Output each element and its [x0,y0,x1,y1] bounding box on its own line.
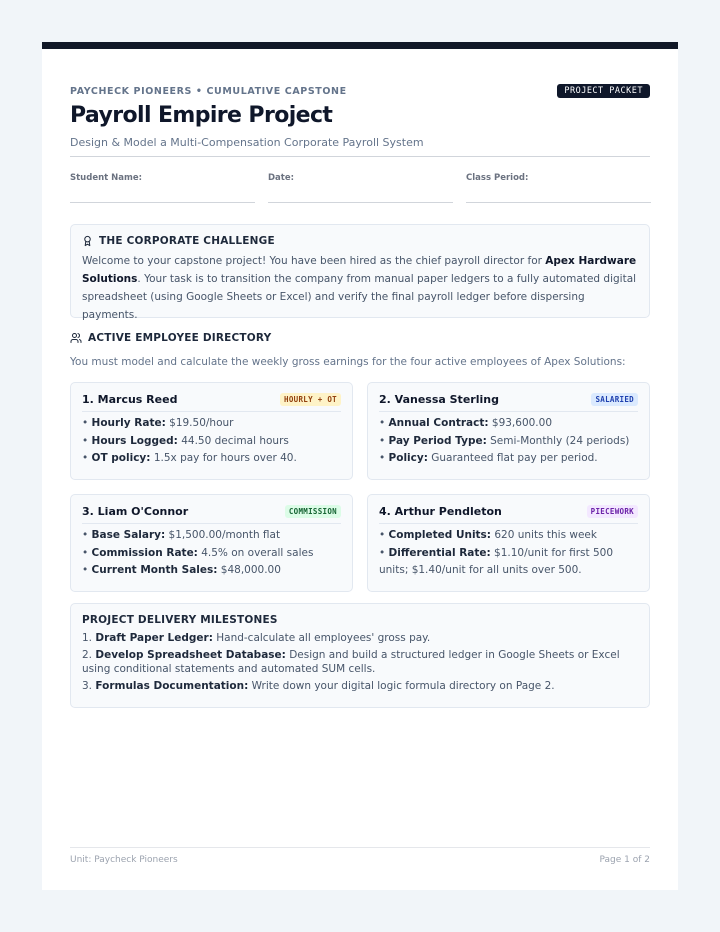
employee-detail: • Hourly Rate: $19.50/hour [82,417,234,429]
employee-detail: • Pay Period Type: Semi-Monthly (24 periods) [379,434,630,447]
detail-label: Current Month Sales: [91,564,218,576]
employee-detail: • Policy: Guaranteed flat pay per period. [379,452,598,464]
employee-detail: • Commission Rate: 4.5% on overall sales [82,546,314,559]
directory-title: ACTIVE EMPLOYEE DIRECTORY [88,332,272,344]
employee-card-arthur-pendleton [367,494,650,592]
employee-detail: • Hours Logged: 44.50 decimal hours [82,434,289,447]
detail-value: 620 units this week [491,529,597,541]
footer-divider [70,847,650,848]
pay-type-tag: HOURLY + OT [280,393,341,406]
detail-label: Base Salary: [91,529,166,541]
date-label: Date: [268,173,295,183]
detail-label: Pay Period Type: [388,434,487,447]
milestone-item [82,679,638,693]
project-packet-badge: PROJECT PACKET [557,84,650,98]
pay-type-tag: SALARIED [591,393,638,406]
challenge-title: THE CORPORATE CHALLENGE [99,235,275,247]
date-field[interactable] [268,173,453,203]
detail-value: $93,600.00 [488,417,553,429]
milestone-label: Develop Spreadsheet Database: [95,649,286,661]
employee-card-liam-oconnor [70,494,353,592]
detail-label: Differential Rate: [388,546,491,559]
company-name: Apex Hardware Solutions [82,255,637,285]
detail-label: Completed Units: [388,529,492,541]
page-subtitle: Design & Model a Multi-Compensation Corporate Payroll System [70,136,424,149]
users-icon [70,332,82,344]
milestone-number: 3. [82,680,96,692]
challenge-text-body: . Your task is to transition the company from manual paper ledgers to a fully automated digital spreadsheet (using Google Sheets or Excel) and verify the final payroll ledger before dispersing payments. [82,273,637,321]
employee-name: 1. Marcus Reed [82,393,178,406]
directory-description: You must model and calculate the weekly gross earnings for the four active employees of Apex Solutions: [70,356,626,368]
corporate-challenge-box [70,224,650,321]
pay-type-tag: PIECEWORK [587,505,638,518]
detail-label: Annual Contract: [388,417,489,429]
footer-unit: Unit: Paycheck Pioneers [70,855,178,865]
employee-card-vanessa-sterling [367,382,650,480]
challenge-text [82,252,638,324]
detail-value: Guaranteed flat pay per period. [427,452,598,464]
milestone-number: 1. [82,632,96,644]
detail-label: OT policy: [91,452,151,464]
directory-heading [70,332,271,344]
detail-label: Hours Logged: [91,434,178,447]
milestones-list [82,631,638,693]
milestones-title: PROJECT DELIVERY MILESTONES [82,614,278,626]
milestone-text: Design and build a structured ledger in Google Sheets or Excel using conditional statements and automated SUM cells. [82,649,620,675]
student-name-field[interactable] [70,173,255,203]
header-divider [70,156,650,157]
employee-card-marcus-reed [70,382,353,480]
milestone-text: Hand-calculate all employees' gross pay. [212,632,431,644]
footer-page-number: Page 1 of 2 [599,855,650,865]
detail-value: $1.10/unit for first 500 units; $1.40/unit for all units over 500. [379,546,614,576]
detail-value: $19.50/hour [165,417,234,429]
detail-value: 44.50 decimal hours [177,434,289,447]
class-period-label: Class Period: [466,173,529,183]
employee-name: 2. Vanessa Sterling [379,393,499,406]
detail-value: 1.5x pay for hours over 40. [150,452,297,464]
detail-value: Semi-Monthly (24 periods) [486,434,630,447]
pay-type-tag: COMMISSION [285,505,341,518]
milestone-text: Write down your digital logic formula directory on Page 2. [248,680,555,692]
challenge-heading [82,235,638,247]
milestone-label: Formulas Documentation: [95,680,249,692]
student-name-label: Student Name: [70,173,143,183]
detail-value: 4.5% on overall sales [197,546,314,559]
delivery-milestones-box [70,603,650,708]
document-page [42,42,678,890]
employee-detail: • Current Month Sales: $48,000.00 [82,564,281,576]
milestone-item [82,631,638,645]
milestone-item [82,648,638,676]
challenge-text-intro: Welcome to your capstone project! You have been hired as the chief payroll director for [82,255,546,267]
employee-detail: • Completed Units: 620 units this week [379,529,597,541]
detail-label: Commission Rate: [91,546,198,559]
unit-kicker: PAYCHECK PIONEERS • CUMULATIVE CAPSTONE [70,86,347,97]
employee-detail: • Annual Contract: $93,600.00 [379,417,553,429]
detail-label: Policy: [388,452,428,464]
award-icon [82,235,93,247]
detail-value: $1,500.00/month flat [165,529,281,541]
detail-label: Hourly Rate: [91,417,166,429]
employee-detail: • Differential Rate: $1.10/unit for first 500 units; $1.40/unit for all units over 500. [379,546,614,576]
class-period-field[interactable] [466,173,651,203]
employee-detail: • OT policy: 1.5x pay for hours over 40. [82,452,297,464]
employee-name: 3. Liam O'Connor [82,505,189,518]
employee-detail: • Base Salary: $1,500.00/month flat [82,529,281,541]
page-title: Payroll Empire Project [70,103,333,128]
detail-value: $48,000.00 [217,564,281,576]
milestone-label: Draft Paper Ledger: [95,632,213,644]
milestone-number: 2. [82,649,96,661]
employee-name: 4. Arthur Pendleton [379,505,502,518]
